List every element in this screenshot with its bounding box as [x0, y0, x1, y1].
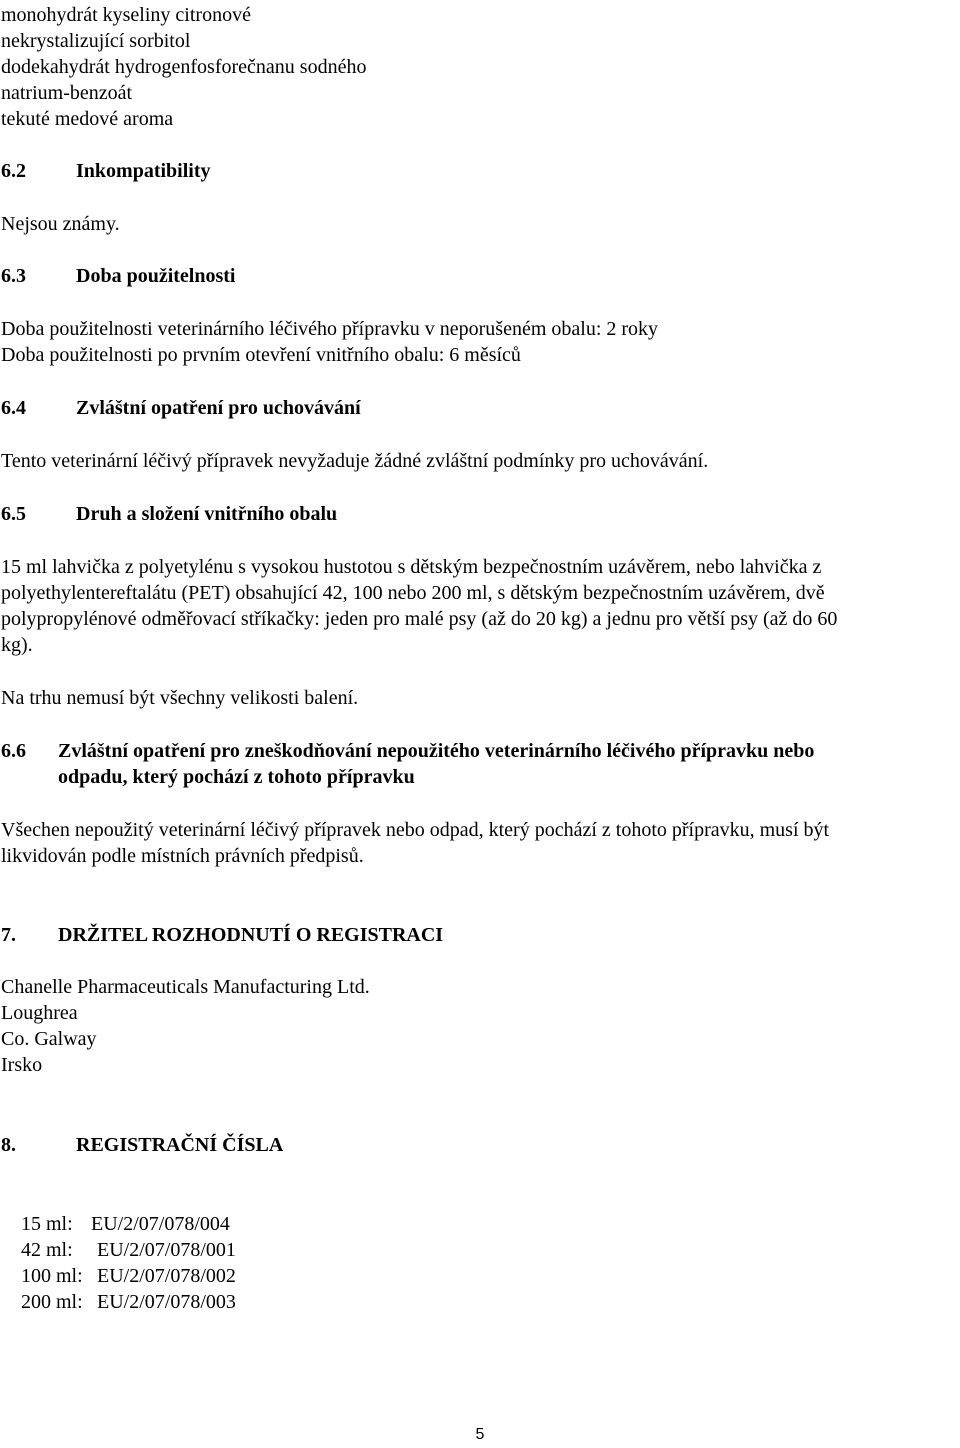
- pack-size-label: 42 ml:: [21, 1239, 73, 1261]
- pack-size-label: 100 ml:: [21, 1265, 83, 1287]
- registration-number: EU/2/07/078/004: [91, 1213, 230, 1235]
- section-title: REGISTRAČNÍ ČÍSLA: [76, 1134, 284, 1156]
- disposal-text-line: Všechen nepoužitý veterinární léčivý přípravek nebo odpad, který pochází z tohoto přípravku, musí být: [1, 819, 830, 841]
- ingredient-item: nekrystalizující sorbitol: [1, 30, 191, 52]
- ingredient-item: dodekahydrát hydrogenfosforečnanu sodného: [1, 56, 367, 78]
- packaging-text-line: polyethylentereftalátu (PET) obsahující 42, 100 nebo 200 ml, s dětským bezpečnostním uzávěrem, dvě: [1, 582, 825, 604]
- section-title: Doba použitelnosti: [76, 265, 236, 287]
- section-number: 6.3: [1, 265, 26, 287]
- section-6-4-text: Tento veterinární léčivý přípravek nevyžaduje žádné zvláštní podmínky pro uchovávání.: [1, 450, 709, 472]
- section-title: DRŽITEL ROZHODNUTÍ O REGISTRACI: [58, 924, 444, 946]
- section-6-3-heading: [1, 263, 235, 289]
- section-title: Zvláštní opatření pro zneškodňování nepoužitého veterinárního léčivého přípravku nebo: [58, 740, 815, 762]
- registration-number: EU/2/07/078/002: [97, 1265, 236, 1287]
- packaging-text-line: polypropylénové odměřovací stříkačky: jeden pro malé psy (až do 20 kg) a jednu pro větší psy (až do 60: [1, 608, 838, 630]
- section-number: 6.5: [1, 503, 26, 525]
- section-title: Inkompatibility: [76, 160, 211, 182]
- section-number: 8.: [1, 1134, 16, 1156]
- section-6-2-text: Nejsou známy.: [1, 213, 120, 235]
- ingredient-item: natrium-benzoát: [1, 82, 133, 104]
- section-number: 7.: [1, 924, 16, 946]
- ingredient-item: tekuté medové aroma: [1, 108, 174, 130]
- registration-number: EU/2/07/078/003: [97, 1291, 236, 1313]
- pack-sizes-note: Na trhu nemusí být všechny velikosti balení.: [1, 687, 359, 709]
- pack-size-label: 200 ml:: [21, 1291, 83, 1313]
- section-8-heading: [1, 1132, 283, 1158]
- section-number: 6.4: [1, 397, 26, 419]
- section-title: Druh a složení vnitřního obalu: [76, 503, 338, 525]
- section-6-6-heading-cont: odpadu, který pochází z tohoto přípravku: [58, 766, 415, 788]
- holder-address-line: Chanelle Pharmaceuticals Manufacturing Ltd.: [1, 976, 370, 998]
- packaging-text-line: 15 ml lahvička z polyetylénu s vysokou hustotou s dětským bezpečnostním uzávěrem, nebo lahvička z: [1, 556, 822, 578]
- registration-row: [1, 1263, 236, 1341]
- section-number: 6.6: [1, 740, 26, 762]
- section-6-6-heading: [1, 738, 814, 764]
- pack-size-label: 15 ml:: [21, 1213, 73, 1235]
- registration-number: EU/2/07/078/001: [97, 1239, 236, 1261]
- page-number: 5: [475, 1426, 485, 1443]
- section-6-5-heading: [1, 501, 337, 527]
- shelf-life-line: Doba použitelnosti veterinárního léčivého přípravku v neporušeném obalu: 2 roky: [1, 318, 659, 340]
- shelf-life-line: Doba použitelnosti po prvním otevření vnitřního obalu: 6 měsíců: [1, 344, 521, 366]
- section-7-heading: [1, 922, 443, 948]
- section-title: Zvláštní opatření pro uchovávání: [76, 397, 361, 419]
- holder-address-line: Loughrea: [1, 1002, 78, 1024]
- section-number: 6.2: [1, 160, 26, 182]
- section-6-2-heading: [1, 158, 210, 184]
- packaging-text-line: kg).: [1, 634, 33, 656]
- ingredient-item: monohydrát kyseliny citronové: [1, 4, 251, 26]
- holder-address-line: Co. Galway: [1, 1028, 97, 1050]
- section-6-4-heading: [1, 395, 361, 421]
- holder-address-line: Irsko: [1, 1054, 43, 1076]
- disposal-text-line: likvidován podle místních právních předpisů.: [1, 845, 364, 867]
